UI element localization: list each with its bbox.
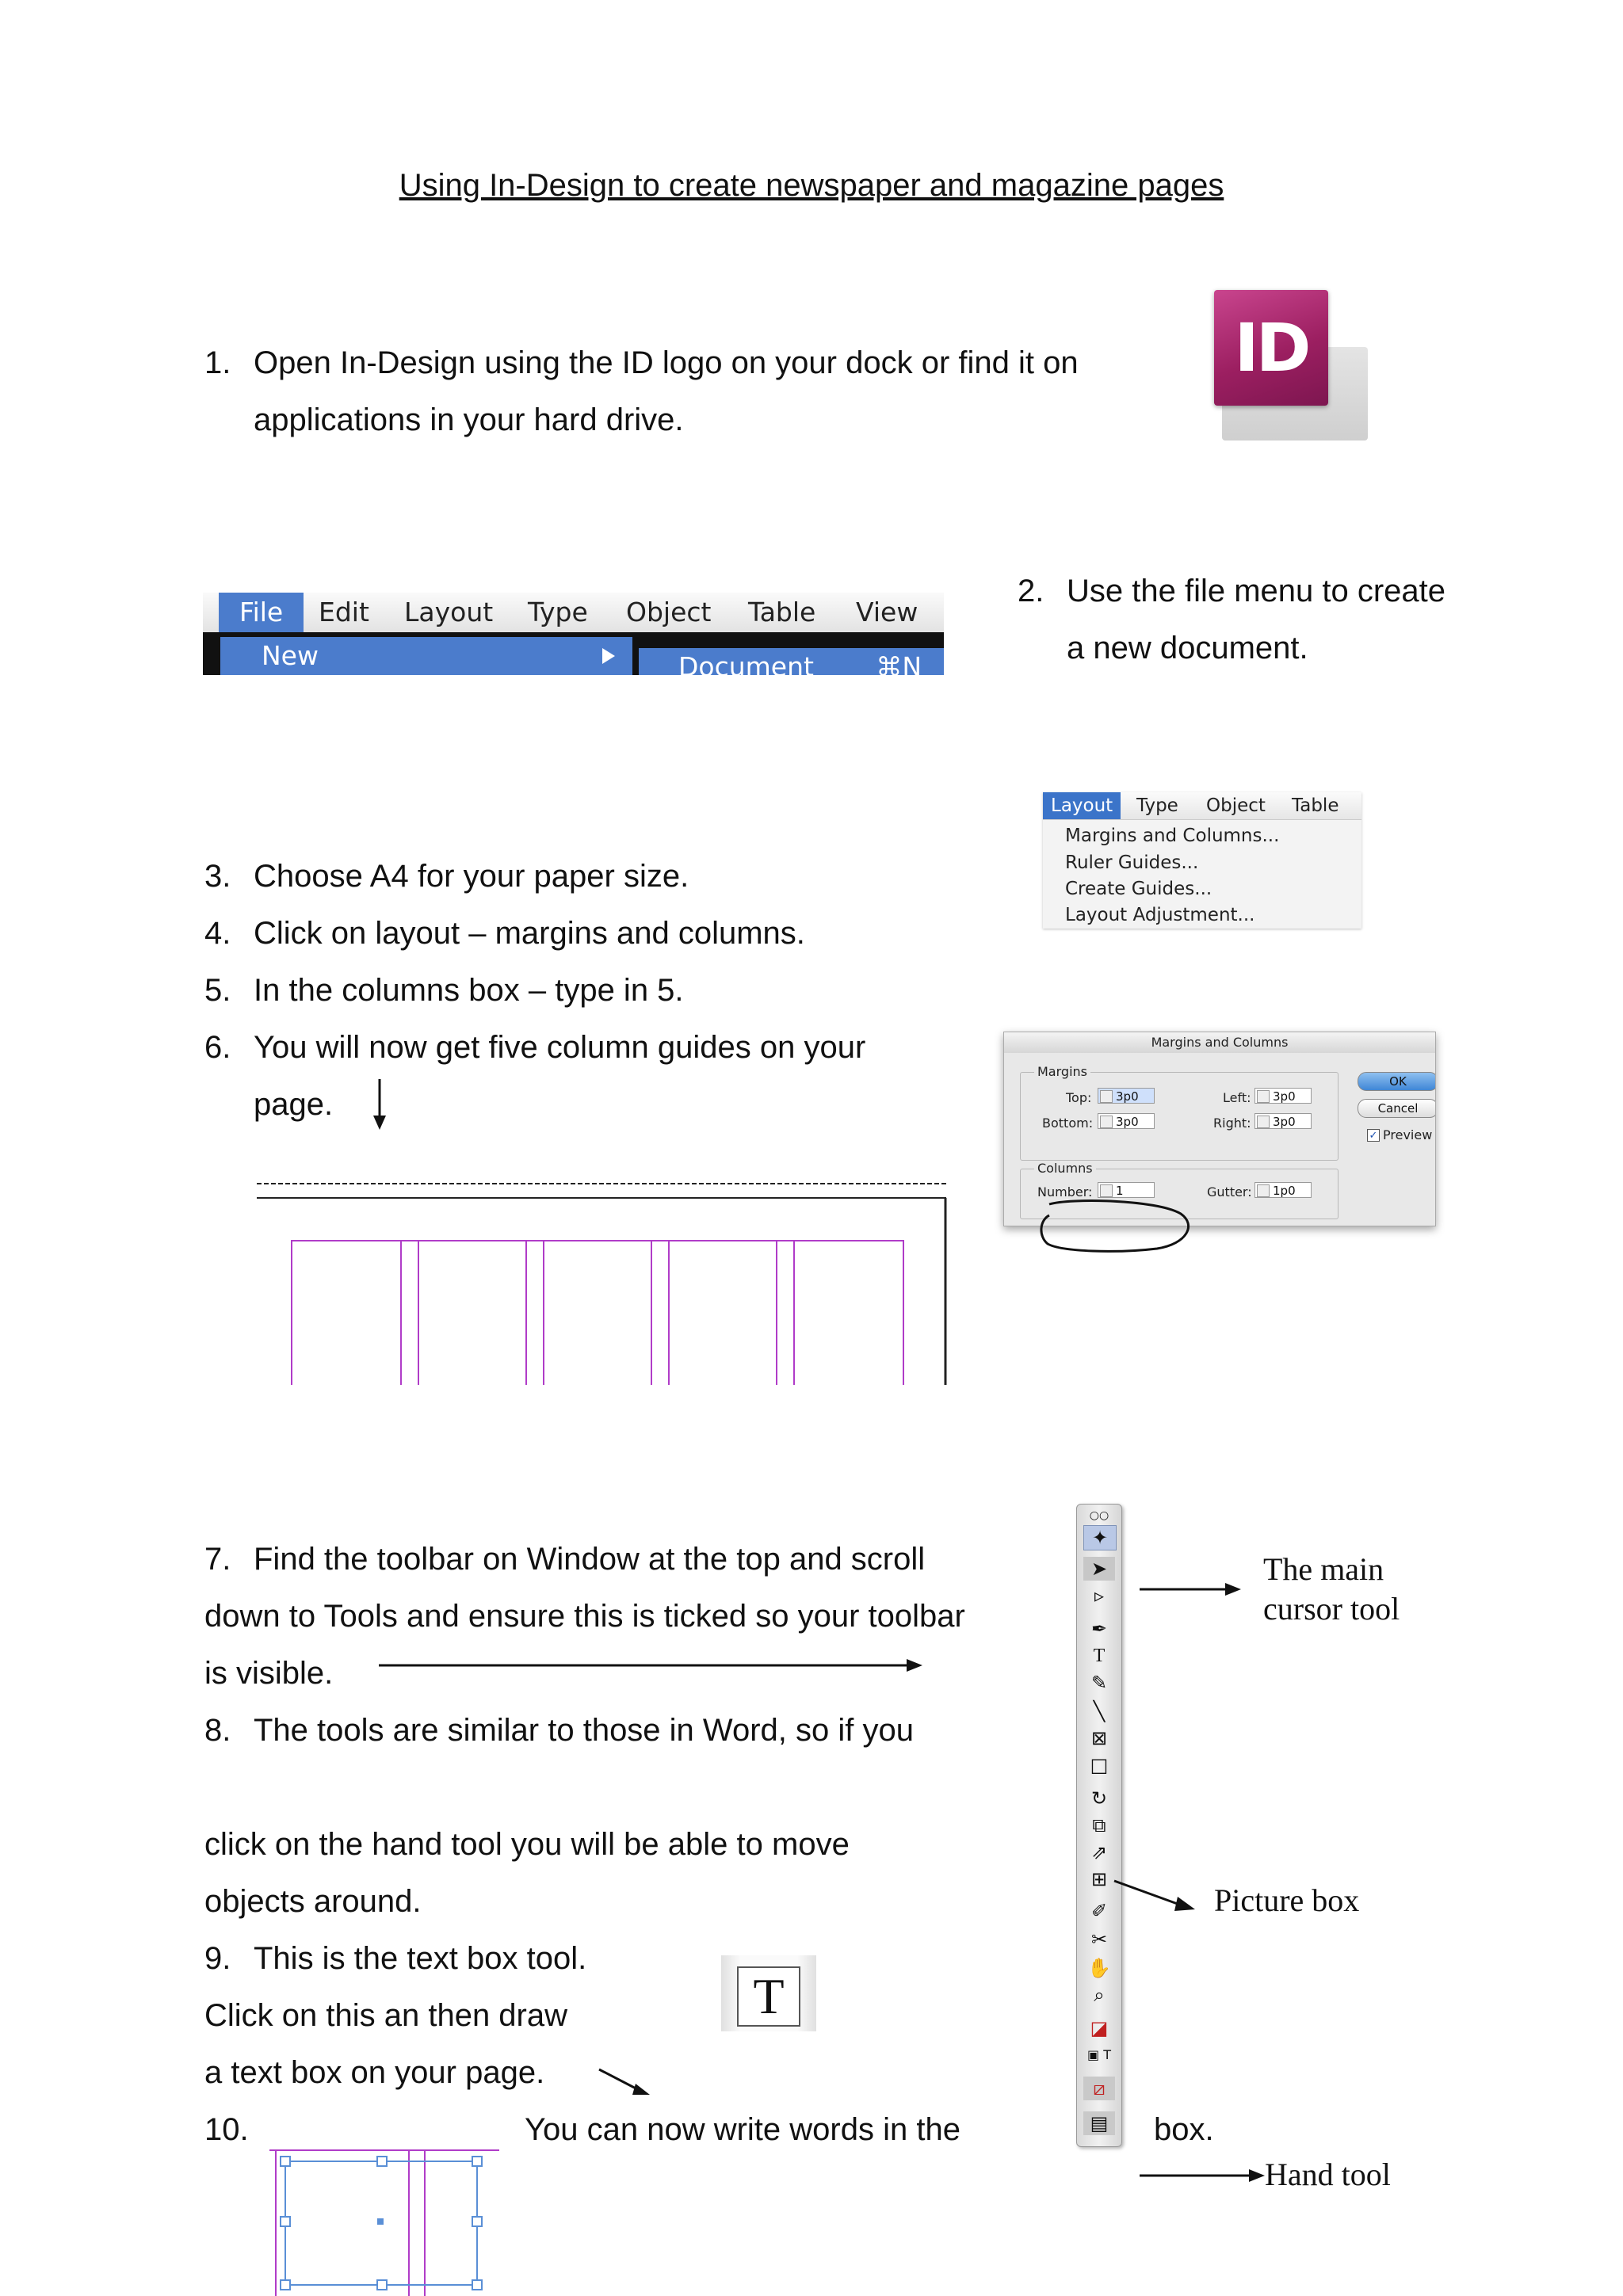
- step-number: 1.: [204, 345, 231, 380]
- cursor-tool-label-line-1: The main: [1263, 1551, 1384, 1587]
- menu-item-new[interactable]: [220, 637, 632, 675]
- preview-checkbox[interactable]: ✓: [1367, 1129, 1380, 1142]
- rotate-tool-icon[interactable]: ↻: [1090, 1787, 1108, 1810]
- step-4: [204, 905, 805, 962]
- menu-item-object[interactable]: Object: [626, 597, 712, 627]
- rectangle-tool-icon[interactable]: □: [1090, 1754, 1109, 1776]
- right-margin-field[interactable]: [1254, 1113, 1312, 1129]
- step-10-text: You can now write words in the: [525, 2112, 960, 2147]
- pen-tool-icon[interactable]: ✒: [1090, 1618, 1108, 1640]
- picture-box-label: Picture box: [1214, 1882, 1360, 1918]
- panel-close-icon[interactable]: ○○: [1089, 1509, 1109, 1522]
- number-label: Number:: [1037, 1184, 1093, 1199]
- menu-item-table[interactable]: Table: [748, 597, 816, 627]
- step-text: Choose A4 for your paper size.: [254, 859, 689, 894]
- gutter-value: 1p0: [1273, 1184, 1296, 1198]
- step-text: Click on layout – margins and columns.: [254, 916, 805, 951]
- menu-item-create-guides[interactable]: Create Guides...: [1065, 879, 1212, 899]
- tools-panel: [1076, 1504, 1122, 2147]
- formatting-affects-icon[interactable]: ▣ T: [1087, 2047, 1111, 2062]
- step-text: You will now get five column guides on your: [254, 1030, 866, 1065]
- step-2-line-1: [1018, 563, 1445, 620]
- diagonal-arrow-icon: [598, 2066, 653, 2098]
- menu-item-type[interactable]: Type: [528, 597, 588, 627]
- step-number: 8.: [204, 1713, 231, 1748]
- step-8-line-3: objects around.: [204, 1884, 422, 1919]
- ok-button[interactable]: OK: [1358, 1072, 1436, 1091]
- menu-item-new-label: New: [262, 640, 319, 671]
- direct-selection-tool-icon[interactable]: ▹: [1094, 1585, 1105, 1607]
- menu-item-layout[interactable]: Layout: [404, 597, 494, 627]
- menu-shortcut: ⌘N: [876, 651, 922, 675]
- apply-none-icon[interactable]: ⧄: [1083, 2077, 1115, 2100]
- id-logo-icon: ID: [1214, 290, 1328, 406]
- stepper-icon[interactable]: [1257, 1116, 1270, 1128]
- column-guides-illustration: [254, 1176, 951, 1385]
- rectangle-frame-tool-icon[interactable]: ⊠: [1090, 1727, 1108, 1749]
- top-margin-field[interactable]: [1098, 1088, 1155, 1104]
- step-10-number: 10.: [204, 2112, 249, 2147]
- step-text: Find the toolbar on Window at the top and scroll: [254, 1542, 926, 1577]
- top-margin-value: 3p0: [1116, 1089, 1139, 1104]
- hand-tool-label: Hand tool: [1265, 2157, 1391, 2192]
- columns-number-field[interactable]: [1098, 1182, 1155, 1198]
- layout-menu-screenshot: [1043, 792, 1361, 929]
- step-number: 9.: [204, 1941, 231, 1976]
- stepper-icon[interactable]: [1100, 1090, 1113, 1103]
- eyedropper-tool-icon[interactable]: ✐: [1090, 1900, 1108, 1922]
- margins-group-label: Margins: [1034, 1064, 1090, 1079]
- step-number: 7.: [204, 1542, 231, 1577]
- selection-tool-icon[interactable]: ➤: [1083, 1557, 1115, 1581]
- step-number: 6.: [204, 1030, 231, 1065]
- bottom-margin-field[interactable]: [1098, 1113, 1155, 1129]
- down-arrow-icon: [366, 1079, 393, 1131]
- step-text: Open In-Design using the ID logo on your dock or find it on: [254, 345, 1079, 380]
- gradient-tool-icon[interactable]: ⊞: [1090, 1868, 1108, 1890]
- step-8-line-1: [204, 1702, 914, 1759]
- step-7-line-1: [204, 1531, 925, 1588]
- step-7-line-3: is visible.: [204, 1656, 334, 1691]
- menu-item-document[interactable]: [639, 648, 944, 675]
- step-5: [204, 962, 684, 1019]
- gutter-label: Gutter:: [1207, 1184, 1252, 1199]
- view-mode-icon[interactable]: ▤: [1083, 2111, 1115, 2135]
- columns-number-value: 1: [1116, 1184, 1124, 1198]
- step-text: The tools are similar to those in Word, so if you: [254, 1713, 914, 1748]
- text-frame-illustration: [269, 2144, 507, 2296]
- menu-item-ruler-guides[interactable]: Ruler Guides...: [1065, 852, 1199, 873]
- stepper-icon[interactable]: [1100, 1184, 1113, 1197]
- menu-item-file[interactable]: File: [219, 593, 304, 632]
- menu-item-object[interactable]: Object: [1206, 795, 1266, 816]
- stepper-icon[interactable]: [1257, 1090, 1270, 1103]
- arrow-to-cursor-label-icon: [1138, 1580, 1243, 1599]
- zoom-tool-icon[interactable]: ⌕: [1094, 1984, 1105, 2006]
- bottom-margin-value: 3p0: [1116, 1115, 1139, 1129]
- submenu-arrow-icon: [602, 648, 615, 664]
- menu-item-margins-and-columns[interactable]: Margins and Columns...: [1065, 826, 1280, 846]
- step-number: 2.: [1018, 574, 1044, 608]
- step-3: [204, 848, 689, 905]
- right-margin-value: 3p0: [1273, 1115, 1296, 1129]
- arrow-to-hand-tool-label-icon: [1138, 2166, 1265, 2185]
- step-number: 4.: [204, 916, 231, 951]
- line-tool-icon[interactable]: ╲: [1093, 1700, 1106, 1722]
- pencil-tool-icon[interactable]: ✎: [1090, 1672, 1108, 1694]
- fill-stroke-icon[interactable]: ◪: [1090, 2017, 1109, 2039]
- menu-item-type[interactable]: Type: [1136, 795, 1178, 816]
- step-2-line-2: a new document.: [1067, 631, 1308, 666]
- step-text: This is the text box tool.: [254, 1941, 587, 1976]
- columns-group-label: Columns: [1034, 1161, 1096, 1176]
- step-number: 5.: [204, 973, 231, 1008]
- menu-item-table[interactable]: Table: [1292, 795, 1339, 816]
- highlight-circle: [1038, 1196, 1197, 1257]
- hand-tool-icon[interactable]: ✋: [1087, 1957, 1111, 1979]
- left-margin-value: 3p0: [1273, 1089, 1296, 1104]
- scale-tool-icon[interactable]: ⧉: [1092, 1814, 1106, 1836]
- arrow-to-toolbar-icon: [377, 1656, 924, 1675]
- step-10-text-end: box.: [1154, 2112, 1214, 2147]
- file-menu-bar: [203, 593, 944, 634]
- step-7-line-2: down to Tools and ensure this is ticked so your toolbar: [204, 1599, 965, 1634]
- step-9-line-2: Click on this an then draw: [204, 1998, 568, 2033]
- indesign-badge-icon[interactable]: ✦: [1083, 1525, 1117, 1550]
- cancel-button[interactable]: Cancel: [1358, 1099, 1436, 1118]
- menu-item-layout-active[interactable]: Layout: [1043, 792, 1121, 819]
- page-title: Using In-Design to create newspaper and magazine pages: [399, 168, 1224, 203]
- layout-menu-bar: [1043, 792, 1361, 820]
- type-tool-icon[interactable]: T: [1093, 1646, 1106, 1666]
- text-tool-zoom: [721, 1955, 816, 2031]
- menu-item-document-label: Document: [678, 651, 814, 675]
- stepper-icon[interactable]: [1100, 1116, 1113, 1128]
- step-9-line-3: a text box on your page.: [204, 2055, 545, 2090]
- free-transform-tool-icon[interactable]: ⇗: [1090, 1841, 1108, 1863]
- stepper-icon[interactable]: [1257, 1184, 1270, 1197]
- bottom-label: Bottom:: [1042, 1116, 1094, 1131]
- menu-item-edit[interactable]: Edit: [319, 597, 369, 627]
- step-text: Use the file menu to create: [1067, 574, 1446, 608]
- step-1-line-2: applications in your hard drive.: [254, 402, 684, 437]
- cursor-tool-label-line-2: cursor tool: [1263, 1591, 1400, 1627]
- menu-item-view[interactable]: View: [856, 597, 918, 627]
- step-text: In the columns box – type in 5.: [254, 973, 684, 1008]
- step-1-line-1: [204, 334, 1079, 391]
- preview-label: Preview: [1383, 1127, 1433, 1142]
- step-8-line-2: click on the hand tool you will be able to move: [204, 1827, 850, 1862]
- dialog-title: Margins and Columns: [1004, 1032, 1435, 1053]
- indesign-app-icon: [1214, 284, 1368, 441]
- scissors-tool-icon[interactable]: ✂: [1090, 1928, 1108, 1951]
- top-label: Top:: [1066, 1090, 1092, 1105]
- menu-item-layout-adjustment[interactable]: Layout Adjustment...: [1065, 905, 1255, 925]
- type-tool-icon: T: [737, 1966, 800, 2027]
- step-number: 3.: [204, 859, 231, 894]
- gutter-field[interactable]: [1254, 1182, 1312, 1198]
- step-6-line-2: page.: [254, 1087, 334, 1122]
- right-label: Right:: [1213, 1116, 1251, 1131]
- step-9-line-1: [204, 1930, 586, 1987]
- step-6-line-1: [204, 1019, 865, 1076]
- left-label: Left:: [1223, 1090, 1251, 1105]
- left-margin-field[interactable]: [1254, 1088, 1312, 1104]
- arrow-to-picture-box-label-icon: [1113, 1878, 1197, 1914]
